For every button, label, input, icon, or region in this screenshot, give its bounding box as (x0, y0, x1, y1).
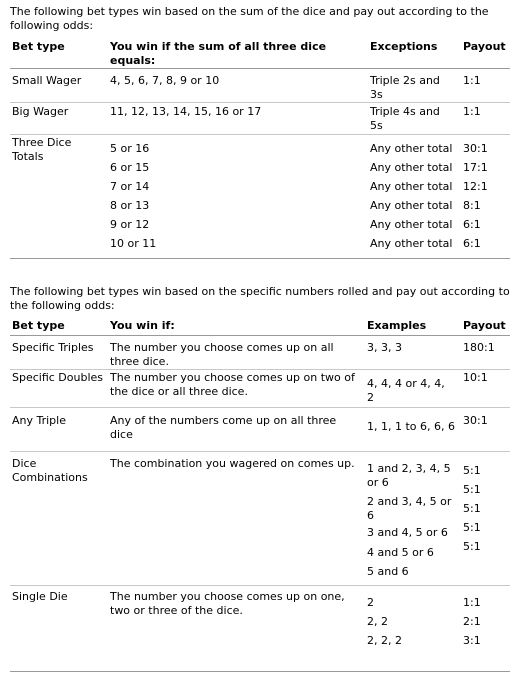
bet-type: Small Wager (12, 74, 82, 87)
payout: 17:1 (463, 161, 488, 174)
divider (10, 585, 510, 586)
win-condition: 11, 12, 13, 14, 15, 16 or 17 (110, 105, 262, 118)
divider (10, 258, 510, 259)
divider (10, 451, 510, 452)
win-condition: 4, 5, 6, 7, 8, 9 or 10 (110, 74, 220, 87)
win-condition: 9 or 12 (110, 218, 150, 231)
win-condition: 7 or 14 (110, 180, 150, 193)
exception: Triple 2s and 3s (370, 74, 440, 101)
payout: 2:1 (463, 615, 481, 628)
example: 4 and 5 or 6 (367, 546, 434, 559)
payout: 5:1 (463, 540, 481, 553)
win-condition: The combination you wagered on comes up. (110, 457, 355, 470)
divider (10, 102, 510, 103)
win-condition: The number you choose comes up on two of the dice or all three dice. (110, 371, 355, 398)
bet-type: Specific Triples (12, 341, 94, 354)
example: 2, 2 (367, 615, 388, 628)
header-condition: You win if: (110, 319, 175, 332)
win-condition: 6 or 15 (110, 161, 150, 174)
example: 2 (367, 596, 374, 609)
divider (10, 407, 510, 408)
divider (10, 369, 510, 370)
payout: 1:1 (463, 74, 481, 87)
payout: 10:1 (463, 371, 488, 384)
payout: 30:1 (463, 414, 488, 427)
win-condition: 5 or 16 (110, 142, 150, 155)
divider (10, 335, 510, 336)
payout: 30:1 (463, 142, 488, 155)
payout: 8:1 (463, 199, 481, 212)
header-examples: Examples (367, 319, 427, 332)
example: 3 and 4, 5 or 6 (367, 526, 448, 539)
exception: Any other total (370, 199, 453, 212)
bet-type: Three Dice Totals (12, 136, 72, 163)
example: 1 and 2, 3, 4, 5 or 6 (367, 462, 451, 489)
bet-type: Any Triple (12, 414, 66, 427)
section2-intro: The following bet types win based on the specific numbers rolled and pay out according to the following odds: (10, 285, 510, 312)
bet-type: Dice Combinations (12, 457, 88, 484)
section1-intro: The following bet types win based on the sum of the dice and pay out according to the following odds: (10, 5, 489, 32)
divider (10, 134, 510, 135)
exception: Any other total (370, 180, 453, 193)
payout: 5:1 (463, 483, 481, 496)
payout: 1:1 (463, 596, 481, 609)
bet-type: Specific Doubles (12, 371, 104, 384)
payout: 12:1 (463, 180, 488, 193)
exception: Any other total (370, 218, 453, 231)
example: 5 and 6 (367, 565, 409, 578)
win-condition: 10 or 11 (110, 237, 157, 250)
payout: 1:1 (463, 105, 481, 118)
header-payout: Payout (463, 319, 506, 332)
win-condition: The number you choose comes up on all three dice. (110, 341, 334, 368)
example: 1, 1, 1 to 6, 6, 6 (367, 420, 455, 433)
win-condition: The number you choose comes up on one, two or three of the dice. (110, 590, 345, 617)
header-exceptions: Exceptions (370, 40, 438, 53)
exception: Any other total (370, 142, 453, 155)
exception: Any other total (370, 237, 453, 250)
bet-type: Single Die (12, 590, 68, 603)
example: 3, 3, 3 (367, 341, 402, 354)
payout: 6:1 (463, 237, 481, 250)
example: 2, 2, 2 (367, 634, 402, 647)
win-condition: Any of the numbers come up on all three dice (110, 414, 337, 441)
payout: 3:1 (463, 634, 481, 647)
example: 4, 4, 4 or 4, 4, 2 (367, 377, 445, 404)
divider (10, 68, 510, 69)
header-bet-type: Bet type (12, 40, 65, 53)
payout: 5:1 (463, 502, 481, 515)
payout: 5:1 (463, 521, 481, 534)
example: 2 and 3, 4, 5 or 6 (367, 495, 452, 522)
payout: 6:1 (463, 218, 481, 231)
exception: Any other total (370, 161, 453, 174)
payout: 5:1 (463, 464, 481, 477)
bet-type: Big Wager (12, 105, 69, 118)
divider (10, 671, 510, 672)
header-payout: Payout (463, 40, 506, 53)
exception: Triple 4s and 5s (370, 105, 440, 132)
header-condition: You win if the sum of all three dice equals: (110, 40, 327, 67)
header-bet-type: Bet type (12, 319, 65, 332)
win-condition: 8 or 13 (110, 199, 150, 212)
payout: 180:1 (463, 341, 495, 354)
